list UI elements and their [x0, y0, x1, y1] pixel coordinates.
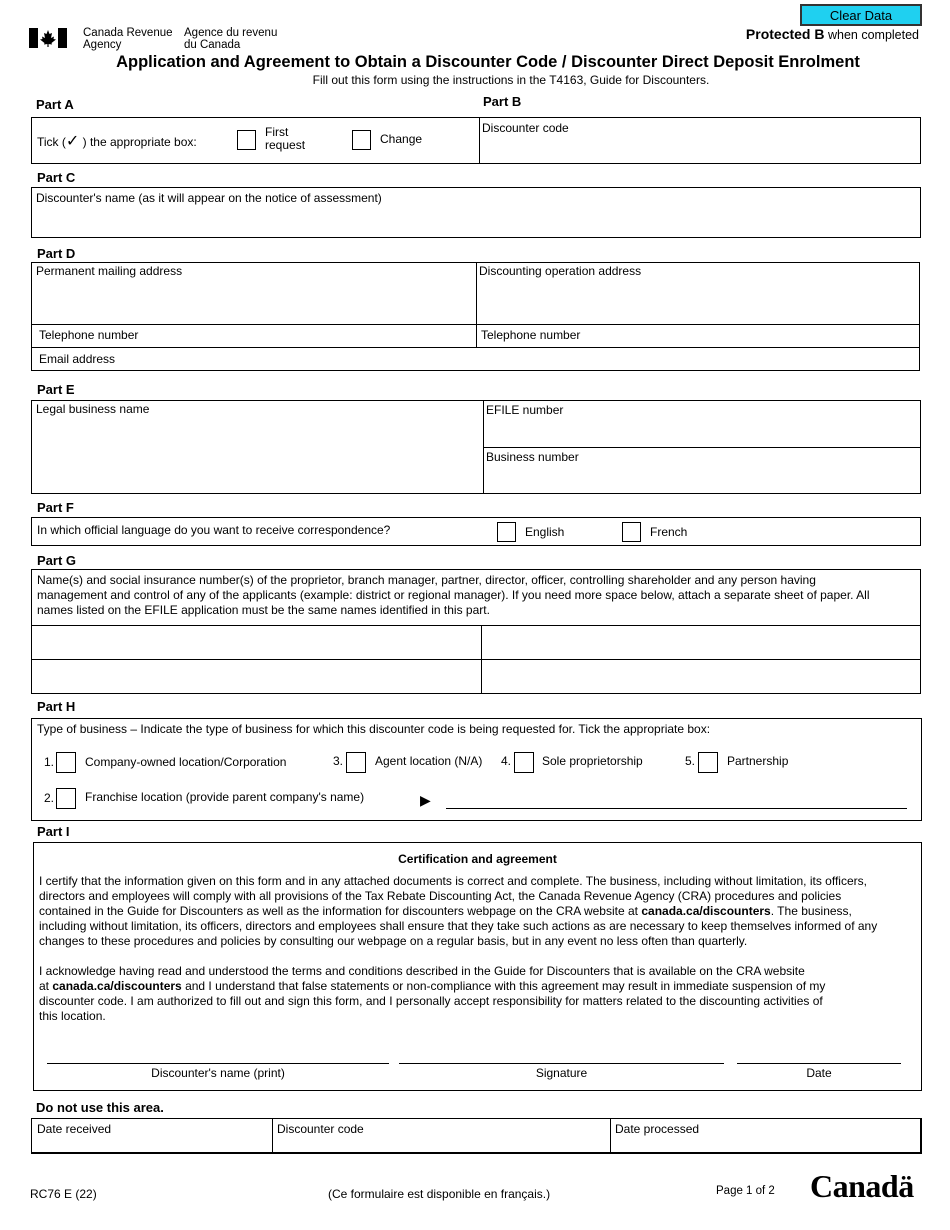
mailing-phone-label: Telephone number: [39, 328, 139, 342]
franchise-location-checkbox[interactable]: [56, 788, 76, 809]
discounter-name-label: Discounter's name (as it will appear on the notice of assessment): [36, 191, 382, 205]
certification-title: Certification and agreement: [398, 852, 557, 866]
checkmark-icon: ✓: [65, 133, 80, 150]
part-h-heading: Part H: [37, 699, 76, 714]
form-subtitle: Fill out this form using the instructions in the T4163, Guide for Discounters.: [312, 73, 710, 87]
print-name-label: Discounter's name (print): [151, 1066, 285, 1080]
department-name-en: Canada Revenue Agency: [83, 27, 173, 51]
company-owned-label: Company-owned location/Corporation: [85, 755, 287, 769]
part-b-heading: Part B: [483, 94, 522, 109]
print-name-field[interactable]: [47, 1046, 389, 1064]
option-5-number: 5.: [685, 754, 696, 768]
person-name-field-2[interactable]: [32, 660, 481, 693]
date-field[interactable]: [737, 1046, 901, 1064]
agent-location-checkbox[interactable]: [346, 752, 366, 773]
office-use-box: [31, 1118, 922, 1154]
form-identifier: RC76 E (22): [30, 1187, 97, 1201]
change-label: Change: [380, 132, 423, 146]
french-availability-note: (Ce formulaire est disponible en français.): [328, 1187, 551, 1201]
language-question: In which official language do you want to receive correspondence?: [37, 523, 391, 537]
partnership-label: Partnership: [727, 754, 789, 768]
first-request-label: First request: [265, 125, 306, 152]
part-a-heading: Part A: [36, 97, 74, 112]
person-sin-field-2[interactable]: [482, 660, 920, 693]
french-checkbox[interactable]: [622, 522, 641, 542]
page-number: Page 1 of 2: [716, 1185, 775, 1197]
signature-field[interactable]: [399, 1046, 724, 1064]
option-3-number: 3.: [333, 754, 344, 768]
department-name-fr: Agence du revenu du Canada: [184, 27, 278, 51]
canada-flag-icon: [29, 28, 67, 48]
english-label: English: [525, 525, 565, 539]
option-1-number: 1.: [44, 755, 55, 769]
option-2-number: 2.: [44, 791, 55, 805]
legal-business-name-label: Legal business name: [36, 402, 150, 416]
parent-company-field[interactable]: [446, 791, 907, 809]
email-label: Email address: [39, 352, 116, 366]
office-use-heading: Do not use this area.: [36, 1100, 164, 1115]
sole-proprietorship-checkbox[interactable]: [514, 752, 534, 773]
part-g-heading: Part G: [37, 553, 77, 568]
clear-data-button[interactable]: Clear Data: [800, 4, 922, 26]
tick-instruction: Tick (✓ ) the appropriate box:: [37, 133, 197, 150]
part-g-instructions: Name(s) and social insurance number(s) of the proprietor, branch manager, partner, director, officer, controlling shareholder and any person having management and control of any of the applicants (example: district or regional manager). If you need more space below, attach a separate sheet of paper. All names listed on the EFILE application must be the same names identified in this part.: [37, 573, 870, 617]
efile-number-label: EFILE number: [486, 403, 564, 417]
part-f-heading: Part F: [37, 500, 74, 515]
form-title: Application and Agreement to Obtain a Discounter Code / Discounter Direct Deposit Enrolment: [116, 53, 860, 71]
part-c-heading: Part C: [37, 170, 76, 185]
certification-paragraph: I certify that the information given on this form and in any attached documents is correct and complete. The business, including without limitation, its officers, directors and employees will comply with all provisions of the Tax Rebate Discounting Act, the Canada Revenue Agency (CRA) procedures and policies contained in the Guide for Discounters as well as the information for discounters webpage on the CRA website at canada.ca/discounters. The business, including without limitation, its officers, directors and employees shall ensure that they take such actions as are necessary to keep themselves informed of any changes to these procedures and policies by consulting our webpage on a regular basis, but in any event no less often than quarterly.: [39, 874, 878, 948]
date-received-label: Date received: [37, 1122, 112, 1136]
change-checkbox[interactable]: [352, 130, 371, 150]
option-4-number: 4.: [501, 754, 512, 768]
discounter-code-label: Discounter code: [482, 121, 569, 135]
signature-label: Signature: [535, 1066, 588, 1080]
french-label: French: [650, 525, 688, 539]
cra-website-link[interactable]: canada.ca/discounters: [641, 904, 771, 918]
franchise-location-label: Franchise location (provide parent company's name): [85, 790, 365, 804]
part-i-heading: Part I: [37, 824, 70, 839]
business-type-instruction: Type of business – Indicate the type of business for which this discounter code is being requested for. Tick the appropriate box:: [37, 722, 711, 736]
part-e-heading: Part E: [37, 382, 75, 397]
person-name-field-1[interactable]: [32, 626, 481, 659]
agent-location-label: Agent location (N/A): [375, 754, 483, 768]
date-label: Date: [806, 1066, 832, 1080]
protected-b-label: Protected B when completed: [745, 26, 919, 42]
sole-proprietorship-label: Sole proprietorship: [542, 754, 643, 768]
email-field[interactable]: [32, 348, 919, 370]
cra-website-link[interactable]: canada.ca/discounters: [52, 979, 182, 993]
acknowledgement-paragraph: I acknowledge having read and understood the terms and conditions described in the Guide for Discounters that is available on the CRA website at canada.ca/discounters and I understand that false statements or non-compliance with this agreement may result in immediate suspension of my discounter code. I am authorized to fill out and sign this form, and I personally accept responsibility for matters related to the discounting activities of this location.: [39, 964, 826, 1023]
office-discounter-code-label: Discounter code: [277, 1122, 364, 1136]
part-d-heading: Part D: [37, 246, 76, 261]
arrow-right-icon: ▶: [420, 792, 431, 808]
first-request-checkbox[interactable]: [237, 130, 256, 150]
person-sin-field-1[interactable]: [482, 626, 920, 659]
canada-wordmark-logo: Canadä: [810, 1168, 914, 1204]
company-owned-checkbox[interactable]: [56, 752, 76, 773]
date-processed-label: Date processed: [615, 1122, 700, 1136]
english-checkbox[interactable]: [497, 522, 516, 542]
business-number-label: Business number: [486, 450, 579, 464]
operation-address-label: Discounting operation address: [479, 264, 642, 278]
operation-phone-label: Telephone number: [481, 328, 581, 342]
partnership-checkbox[interactable]: [698, 752, 718, 773]
mailing-address-label: Permanent mailing address: [36, 264, 183, 278]
